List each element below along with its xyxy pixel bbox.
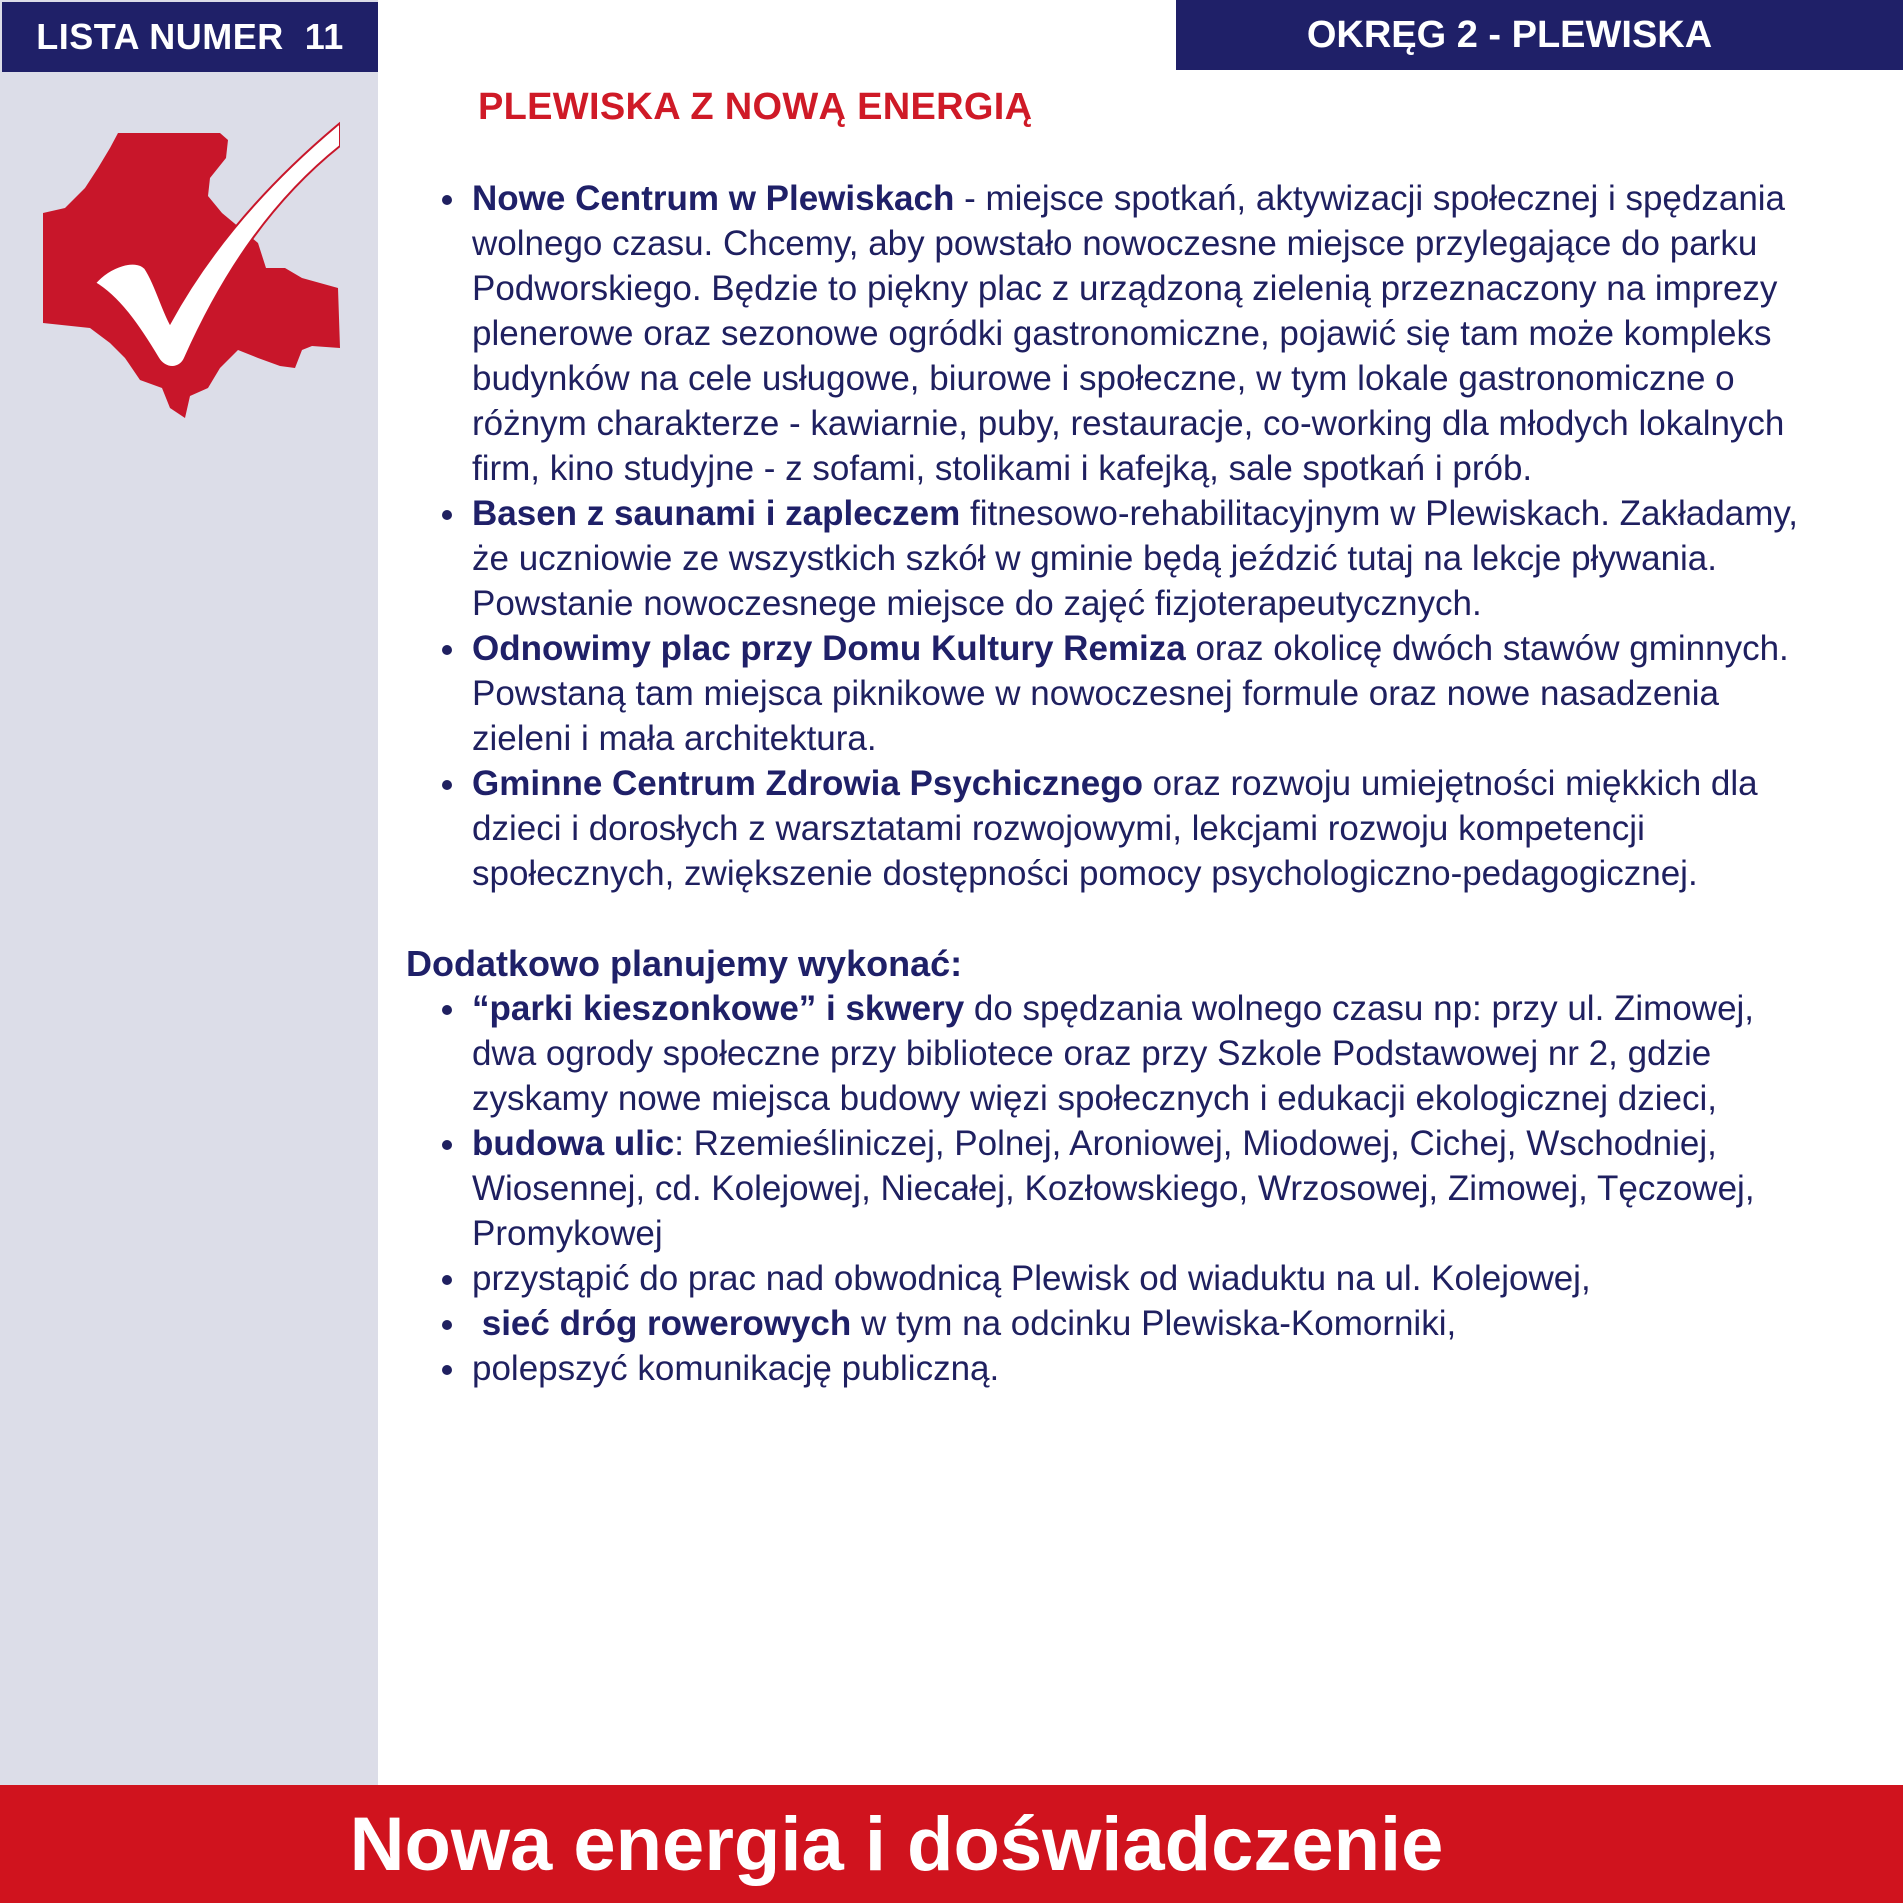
footer-banner <box>0 1785 1903 1903</box>
item-bold: Basen z saunami i zapleczem <box>472 494 961 533</box>
additional-items-list <box>406 986 1826 1391</box>
list-item <box>472 1121 1826 1256</box>
item-text: oraz okolicę dwóch stawów gminnych. Powstaną tam miejsca piknikowe w nowoczesnej formule oraz nowe nasadzenia zieleni i mała architektura. <box>472 629 1789 758</box>
list-item <box>472 1301 1826 1346</box>
item-bold: Gminne Centrum Zdrowia Psychicznego <box>472 764 1143 803</box>
item-text: : Rzemieśliniczej, Polnej, Aroniowej, Miodowej, Cichej, Wschodniej, Wiosennej, cd. Kolejowej, Niecałej, Kozłowskiego, Wrzosowej, Zimowej, Tęczowej, Promykowej <box>472 1124 1755 1253</box>
item-text: - miejsce spotkań, aktywizacji społecznej i spędzania wolnego czasu. Chcemy, aby powstało nowoczesne miejsce przylegające do parku Podworskiego. Będzie to piękny plac z urządzoną zielenią przeznaczony na imprezy plenerowe oraz sezonowe ogródki gastronomiczne, pojawić się tam może kompleks budynków na cele usługowe, biurowe i społeczne, w tym lokale gastronomiczne o różnym charakterze - kawiarnie, puby, restauracje, co-working dla młodych lokalnych firm, kino studyjne - z sofami, stolikami i kafejką, sale spotkań i prób. <box>472 179 1786 488</box>
item-text: do spędzania wolnego czasu np: przy ul. Zimowej, dwa ogrody społeczne przy bibliotece oraz przy Szkole Podstawowej nr 2, gdzie zyskamy nowe miejsca budowy więzi społecznych i edukacji ekologicznej dzieci, <box>472 989 1755 1118</box>
program-content <box>406 176 1826 1391</box>
item-text: oraz rozwoju umiejętności miękkich dla dzieci i dorosłych z warsztatami rozwojowymi, lekcjami rozwoju kompetencji społecznych, zwiększenie dostępności pomocy psychologiczno-pedagogicznej. <box>472 764 1758 893</box>
item-bold: Odnowimy plac przy Domu Kultury Remiza <box>472 629 1186 668</box>
item-bold: Nowe Centrum w Plewiskach <box>472 179 955 218</box>
district-badge <box>1176 0 1903 70</box>
item-text: przystąpić do prac nad obwodnicą Plewisk od wiaduktu na ul. Kolejowej, <box>472 1259 1591 1298</box>
list-number-label: LISTA NUMER 11 <box>36 16 344 57</box>
district-label: OKRĘG 2 - PLEWISKA <box>1306 13 1713 56</box>
list-item <box>472 491 1826 626</box>
list-item <box>472 986 1826 1121</box>
page-title: PLEWISKA Z NOWĄ ENERGIĄ <box>478 86 1033 128</box>
list-item <box>472 1256 1826 1301</box>
footer-slogan: Nowa energia i doświadczenie <box>349 1801 1444 1887</box>
item-bold: sieć dróg rowerowych <box>472 1304 852 1343</box>
list-item <box>472 626 1826 761</box>
list-item <box>472 761 1826 896</box>
list-item <box>472 176 1826 491</box>
main-items-list <box>406 176 1826 896</box>
list-number-badge <box>2 2 378 72</box>
item-text: polepszyć komunikację publiczną. <box>472 1349 1000 1388</box>
list-item <box>472 1346 1826 1391</box>
item-text: w tym na odcinku Plewiska-Komorniki, <box>851 1304 1457 1343</box>
item-bold: budowa ulic <box>472 1124 675 1163</box>
item-bold: “parki kieszonkowe” i skwery <box>472 989 965 1028</box>
checkmark-map-icon <box>40 118 340 418</box>
additional-heading: Dodatkowo planujemy wykonać: <box>406 943 963 984</box>
item-text: fitnesowo-rehabilitacyjnym w Plewiskach. Zakładamy, że uczniowie ze wszystkich szkół w gminie będą jeździć tutaj na lekcje pływania. Powstanie nowoczesnege miejsce do zajęć fizjoterapeutycznych. <box>472 494 1798 623</box>
